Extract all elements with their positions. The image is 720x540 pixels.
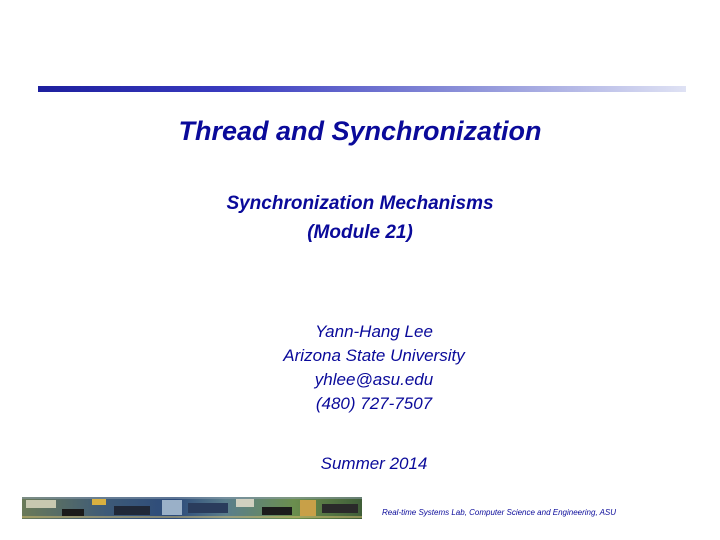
author-name: Yann-Hang Lee bbox=[315, 322, 433, 341]
author-affiliation: Arizona State University bbox=[283, 346, 465, 365]
author-block bbox=[0, 320, 720, 416]
header-gradient-rule bbox=[38, 86, 686, 92]
term-date: Summer 2014 bbox=[320, 454, 428, 473]
slide-title: Thread and Synchronization bbox=[178, 116, 542, 146]
slide-subtitle: Synchronization Mechanisms bbox=[226, 193, 494, 214]
footer-credit: Real-time Systems Lab, Computer Science and Engineering, ASU bbox=[382, 508, 617, 517]
author-email: yhlee@asu.edu bbox=[314, 370, 434, 389]
author-phone: (480) 727-7507 bbox=[315, 394, 433, 413]
module-number: (Module 21) bbox=[307, 222, 413, 243]
circuit-board-banner-image bbox=[22, 497, 362, 519]
